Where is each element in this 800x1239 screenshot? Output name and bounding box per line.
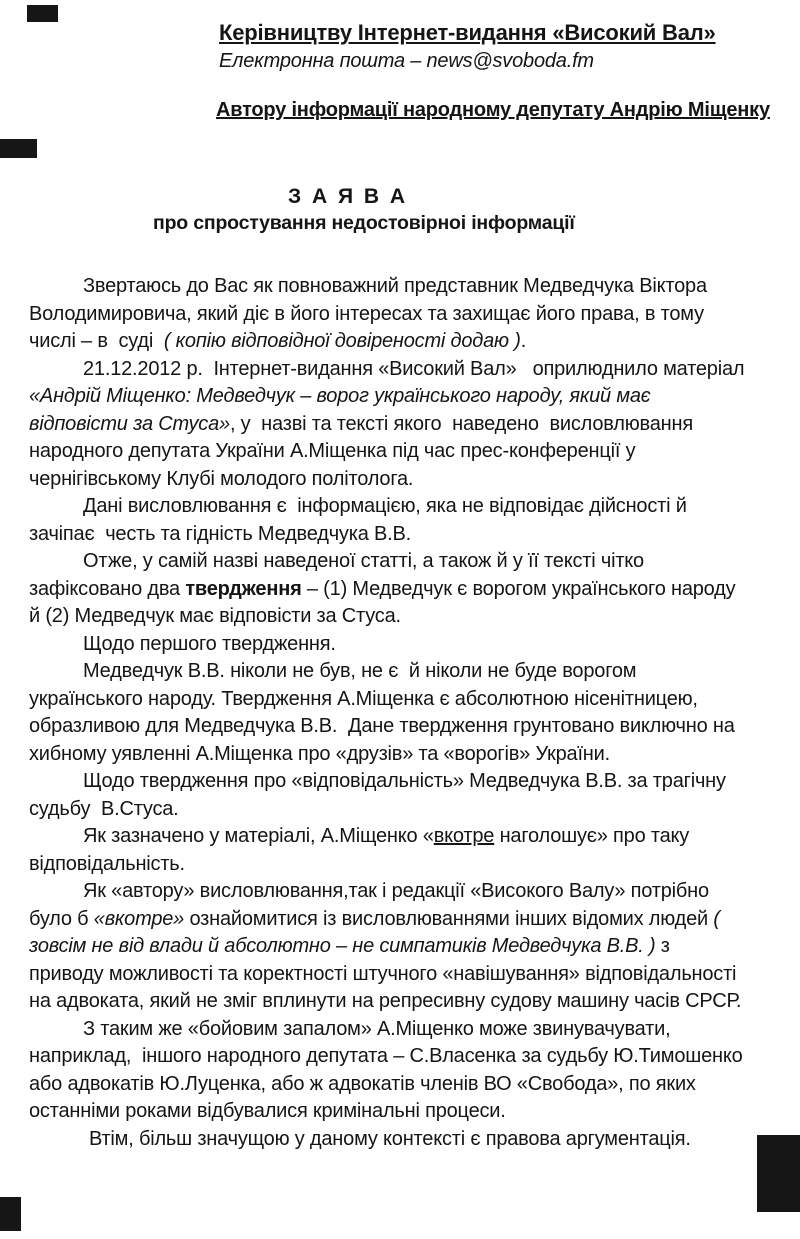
text-run: Як зазначено у матеріалі, А.Міщенко « — [83, 825, 434, 847]
body-line — [29, 933, 795, 961]
body-line — [29, 686, 795, 714]
document-subtitle: про спростування недостовірноі інформації — [153, 212, 575, 234]
text-run: хибному уявленні А.Міщенка про «друзів» та «ворогів» України. — [29, 742, 610, 765]
text-run: вкотре — [433, 825, 495, 847]
text-run: приводу можливості та коректності штучного «навішування» відповідальності — [29, 962, 737, 985]
text-run: Дані висловлювання є інформацією, яка не відповідає дійсності й — [83, 495, 687, 517]
body-line — [29, 796, 795, 824]
text-run: українського народу. Твердження А.Міщенка є абсолютною нісенітницею, — [29, 687, 698, 710]
text-run: Отже, у самій назві наведеної статті, а також й у її тексті чітко — [83, 550, 644, 572]
body-line — [29, 741, 795, 769]
body-line — [29, 988, 795, 1016]
document-body — [29, 273, 795, 1153]
body-line — [29, 466, 795, 494]
text-run: , у назві та тексті якого наведено висловлювання — [229, 412, 693, 435]
text-run: було б — [29, 907, 94, 930]
body-line — [29, 658, 795, 686]
body-line — [29, 548, 795, 576]
text-run: З таким же «бойовим запалом» А.Міщенко може звинувачувати, — [83, 1017, 671, 1040]
body-line — [29, 356, 795, 384]
text-run: числі – в суді — [29, 330, 164, 352]
body-line — [29, 383, 795, 411]
body-line — [29, 273, 795, 301]
text-run: Володимировича, який діє в його інтересах та захищає його права, в тому — [29, 302, 704, 325]
body-line — [29, 1016, 795, 1044]
scan-artifact-top-left — [27, 5, 58, 22]
addressee-secondary: Автору інформації народному депутату Андрію Міщенку — [216, 99, 770, 121]
body-line — [29, 438, 795, 466]
text-run: народного депутата України А.Міщенка під час прес-конференції у — [29, 440, 636, 462]
text-run: – (1) Медведчук є ворогом українського народу — [301, 577, 736, 600]
text-run: останніми роками відбувалися кримінальні процеси. — [29, 1100, 506, 1122]
body-line — [29, 1071, 795, 1099]
text-run: ( — [713, 907, 720, 930]
body-line — [29, 493, 795, 521]
body-line — [29, 851, 795, 879]
text-run: чернігівському Клубі молодого політолога. — [29, 467, 414, 490]
text-run: . — [520, 330, 527, 352]
text-run: Щодо першого твердження. — [83, 632, 336, 655]
body-line — [29, 823, 795, 851]
text-run: Щодо твердження про «відповідальність» Медведчука В.В. за трагічну — [83, 770, 726, 792]
scan-artifact-bottom-left — [0, 1197, 21, 1231]
body-line — [29, 768, 795, 796]
body-line — [29, 906, 795, 934]
body-line — [29, 521, 795, 549]
body-line — [29, 328, 795, 356]
text-run: на адвоката, який не зміг вплинути на репресивну судову машину часів СРСР. — [29, 990, 742, 1012]
text-run: ознайомитися із висловлюваннями інших відомих людей — [184, 907, 714, 930]
body-line — [29, 1126, 795, 1154]
text-run: ( копію відповідної довіреності додаю ) — [163, 330, 521, 352]
text-run: образливою для Медведчука В.В. Дане твердження грунтовано виключно на — [29, 715, 735, 737]
body-line — [29, 878, 795, 906]
text-run: «Андрій Міщенко: Медведчук – ворог українського народу, який має — [29, 385, 651, 407]
body-line — [29, 301, 795, 329]
scan-artifact-left-edge — [0, 139, 37, 158]
text-run: судьбу В.Стуса. — [29, 797, 179, 820]
text-run: зовсім не від влади й абсолютно – не симпатиків Медведчука В.В. ) — [29, 935, 656, 957]
text-run: з — [655, 935, 670, 957]
body-line — [29, 713, 795, 741]
text-run: «вкотре» — [93, 907, 185, 930]
text-run: або адвокатів Ю.Луценка, або ж адвокатів членів ВО «Свобода», по яких — [29, 1072, 696, 1095]
body-line — [29, 603, 795, 631]
text-run: наприклад, іншого народного депутата – С.Власенка за судьбу Ю.Тимошенко — [29, 1045, 743, 1067]
body-line — [29, 961, 795, 989]
text-run: відповідальність. — [29, 852, 185, 875]
body-line — [29, 1098, 795, 1126]
body-line — [29, 576, 795, 604]
email-line: Електронна пошта – news@svoboda.fm — [219, 50, 594, 72]
document-title: З А Я В А — [288, 185, 408, 208]
body-line — [29, 631, 795, 659]
text-run: зафіксовано два — [29, 577, 186, 600]
text-run: Звертаюсь до Вас як повноважний представник Медведчука Віктора — [83, 275, 707, 297]
body-line — [29, 411, 795, 439]
text-run: Медведчук В.В. ніколи не був, не є й ніколи не буде ворогом — [83, 660, 637, 682]
addressee-primary: Керівництву Інтернет-видання «Високий Вал» — [219, 20, 716, 45]
text-run: відповісти за Стуса» — [29, 412, 230, 435]
text-run: Як «автору» висловлювання,так і редакції «Високого Валу» потрібно — [83, 880, 709, 902]
text-run: наголошує» про таку — [494, 825, 690, 847]
text-run: й (2) Медведчук має відповісти за Стуса. — [29, 605, 401, 627]
text-run: зачіпає честь та гідність Медведчука В.В. — [29, 522, 411, 545]
text-run: 21.12.2012 р. Інтернет-видання «Високий Вал» оприлюднило матеріал — [83, 357, 745, 380]
text-run: Втім, більш значущою у даному контексті є правова аргументація. — [89, 1127, 691, 1150]
body-line — [29, 1043, 795, 1071]
text-run: твердження — [185, 577, 302, 600]
